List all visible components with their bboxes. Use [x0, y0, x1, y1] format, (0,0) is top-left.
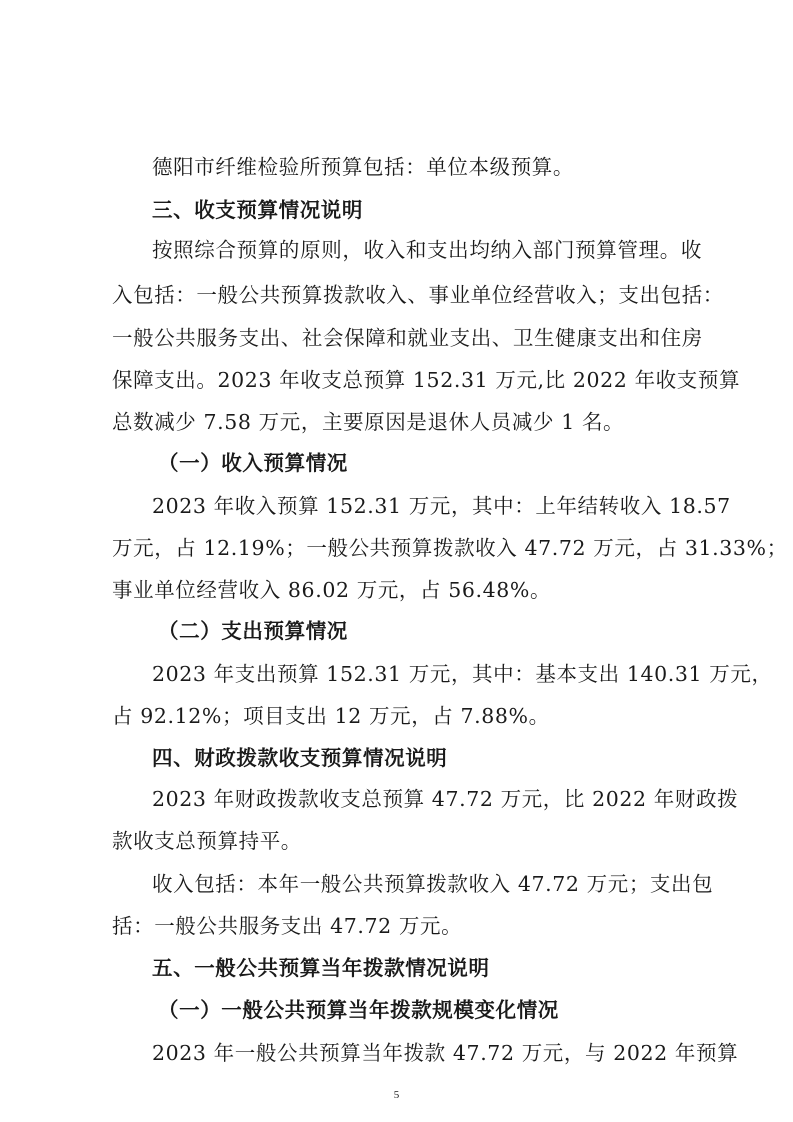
page-number: 5 — [393, 1089, 400, 1101]
paragraph-line: 事业单位经营收入 86.02 万元，占 56.48%。 — [112, 578, 552, 602]
subheading-income-budget: （一）收入预算情况 — [158, 451, 348, 475]
paragraph-line: 款收支总预算持平。 — [112, 829, 302, 853]
section-heading-4: 四、财政拨款收支预算情况说明 — [152, 746, 448, 770]
paragraph-line: 2023 年一般公共预算当年拨款 47.72 万元，与 2022 年预算 — [152, 1041, 739, 1065]
paragraph-line: 2023 年支出预算 152.31 万元，其中：基本支出 140.31 万元， — [152, 662, 773, 686]
paragraph-line: 收入包括：本年一般公共预算拨款收入 47.72 万元；支出包 — [152, 872, 714, 896]
paragraph-line: 保障支出。2023 年收支总预算 152.31 万元,比 2022 年收支预算 — [112, 368, 741, 392]
paragraph-scope: 德阳市纤维检验所预算包括：单位本级预算。 — [152, 155, 574, 179]
subheading-general-budget-scale: （一）一般公共预算当年拨款规模变化情况 — [158, 998, 559, 1022]
paragraph-line: 占 92.12%；项目支出 12 万元，占 7.88%。 — [112, 704, 550, 728]
paragraph-line: 万元，占 12.19%；一般公共预算拨款收入 47.72 万元，占 31.33%； — [112, 536, 788, 560]
paragraph-line: 一般公共服务支出、社会保障和就业支出、卫生健康支出和住房 — [112, 326, 703, 350]
paragraph-line: 括：一般公共服务支出 47.72 万元。 — [112, 914, 463, 938]
section-heading-3: 三、收支预算情况说明 — [152, 198, 363, 222]
paragraph-line: 入包括：一般公共预算拨款收入、事业单位经营收入；支出包括： — [112, 283, 724, 307]
paragraph-line: 2023 年收入预算 152.31 万元，其中：上年结转收入 18.57 — [152, 494, 731, 518]
paragraph-line: 按照综合预算的原则，收入和支出均纳入部门预算管理。收 — [152, 238, 702, 262]
paragraph-line: 2023 年财政拨款收支总预算 47.72 万元，比 2022 年财政拨 — [152, 787, 739, 811]
paragraph-line: 总数减少 7.58 万元，主要原因是退休人员减少 1 名。 — [112, 410, 625, 434]
section-heading-5: 五、一般公共预算当年拨款情况说明 — [152, 956, 490, 980]
subheading-expense-budget: （二）支出预算情况 — [158, 619, 348, 643]
